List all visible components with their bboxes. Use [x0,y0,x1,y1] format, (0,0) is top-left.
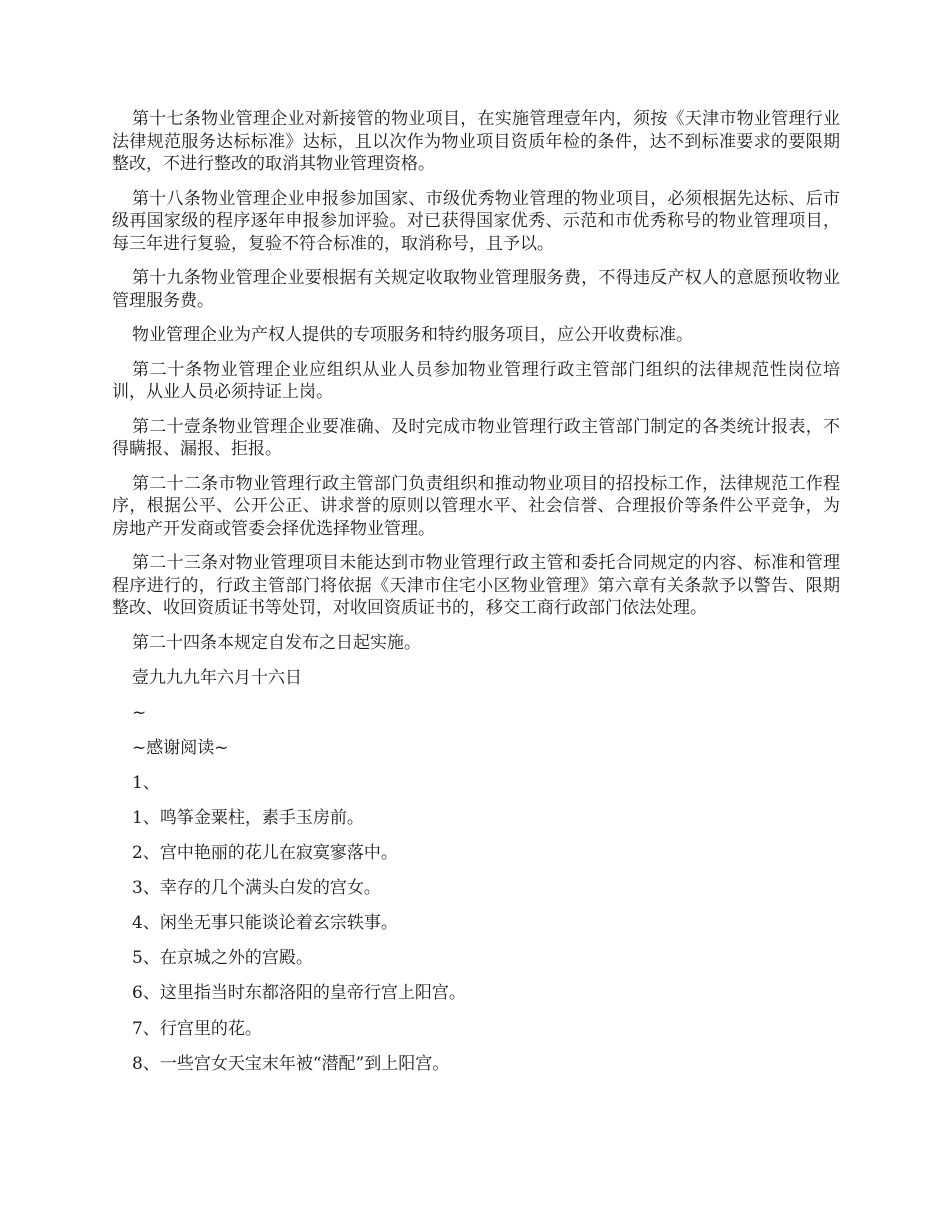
note-item: 8、一些宫女天宝末年被“潜配”到上阳宫。 [132,1053,450,1074]
article-23: 第二十三条对物业管理项目未能达到市物业管理行政主管和委托合同规定的内容、标准和管理程序进行的，行政主管部门将依据《天津市住宅小区物业管理》第六章有关条款予以警告、限期整改、收回资质证书等处罚，对收回资质证书的，移交工商行政部门依法处理。 [112,553,840,618]
note-item: 5、在京城之外的宫殿。 [132,948,313,969]
article-19: 第十九条物业管理企业要根据有关规定收取物业管理服务费，不得违反产权人的意愿预收物业管理服务费。 [112,268,840,311]
document-body [112,108,840,1088]
note-item: 3、幸存的几个满头白发的宫女。 [132,878,381,899]
note-item: 4、闲坐无事只能谈论着玄宗轶事。 [132,913,398,934]
article-18: 第十八条物业管理企业申报参加国家、市级优秀物业管理的物业项目，必须根据先达标、后市级再国家级的程序逐年申报参加评验。对已获得国家优秀、示范和市优秀称号的物业管理项目，每三年进行复验，复验不符合标准的，取消称号，且予以。 [112,188,840,254]
note-item: 6、这里指当时东都洛阳的皇帝行宫上阳宫。 [132,983,466,1004]
article-24: 第二十四条本规定自发布之日起实施。 [132,632,421,653]
note-item: 1、鸣筝金粟柱，素手玉房前。 [132,807,364,828]
article-19-supplement: 物业管理企业为产权人提供的专项服务和特约服务项目，应公开收费标准。 [132,325,693,345]
note-item: 2、宫中艳丽的花儿在寂寞寥落中。 [132,843,398,864]
tilde-separator: ~ [132,702,147,723]
notes-heading: 1、 [132,772,160,793]
article-21: 第二十壹条物业管理企业要准确、及时完成市物业管理行政主管部门制定的各类统计报表，不得瞒报、漏报、拒报。 [112,416,840,459]
note-item: 7、行宫里的花。 [132,1018,262,1039]
article-20: 第二十条物业管理企业应组织从业人员参加物业管理行政主管部门组织的法律规范性岗位培训，从业人员必须持证上岗。 [112,359,840,402]
article-17: 第十七条物业管理企业对新接管的物业项目，在实施管理壹年内，须按《天津市物业管理行业法律规范服务达标标准》达标，且以次作为物业项目资质年检的条件，达不到标准要求的要限期整改，不进行整改的取消其物业管理资格。 [112,109,840,174]
thanks-line: ~感谢阅读~ [132,737,229,758]
issue-date: 壹九九九年六月十六日 [132,667,302,688]
article-22: 第二十二条市物业管理行政主管部门负责组织和推动物业项目的招投标工作，法律规范工作程序，根据公平、公开公正、讲求誉的原则以管理水平、社会信誉、合理报价等条件公平竞争，为房地产开发商或管委会择优选择物业管理。 [112,473,840,539]
